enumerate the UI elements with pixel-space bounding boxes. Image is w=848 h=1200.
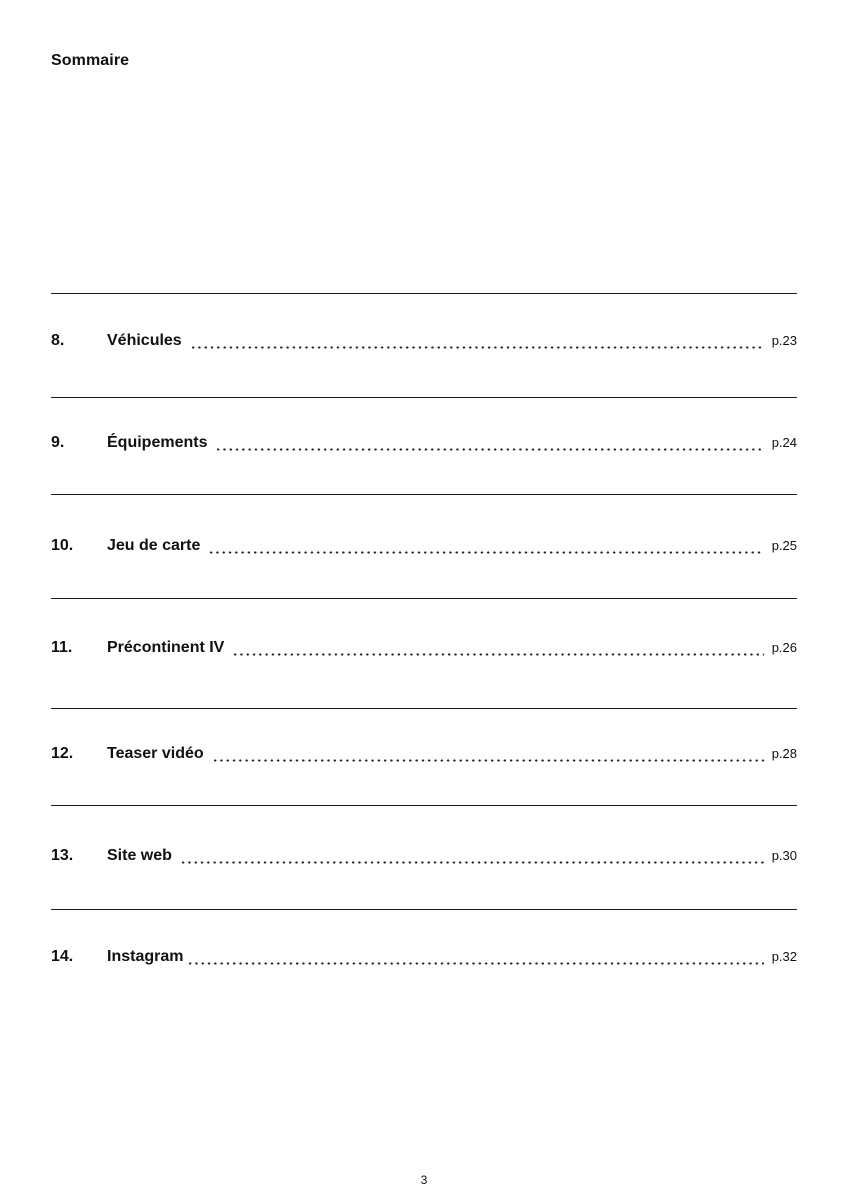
toc-entry-number: 9. (51, 434, 65, 451)
toc-entry-title: Équipements (107, 434, 208, 451)
toc-entry-site-web[interactable] (51, 847, 797, 869)
toc-entry-vehicules[interactable] (51, 332, 797, 354)
dot-leader (180, 861, 764, 864)
toc-entry-page: p.32 (771, 949, 797, 964)
toc-entry-page: p.25 (771, 538, 797, 553)
toc-entry-page: p.23 (771, 333, 797, 348)
toc-entry-page: p.28 (771, 746, 797, 761)
toc-entry-equipements[interactable] (51, 434, 797, 456)
toc-entry-number: 12. (51, 745, 74, 762)
toc-entry-page: p.24 (771, 435, 797, 450)
toc-entry-number: 14. (51, 948, 74, 965)
toc-entry-instagram[interactable] (51, 948, 797, 970)
page-number: 3 (420, 1173, 428, 1187)
toc-entry-number: 10. (51, 537, 74, 554)
toc-entry-jeu-de-carte[interactable] (51, 537, 797, 559)
toc-entry-number: 11. (51, 639, 73, 656)
divider (51, 708, 797, 709)
dot-leader (212, 759, 764, 762)
toc-entry-page: p.30 (771, 848, 797, 863)
dot-leader (187, 962, 763, 965)
toc-entry-title: Jeu de carte (107, 537, 201, 554)
dot-leader (208, 551, 763, 554)
toc-entry-title: Véhicules (107, 332, 182, 349)
divider (51, 909, 797, 910)
divider (51, 293, 797, 294)
toc-entry-title: Site web (107, 847, 172, 864)
toc-entry-title: Teaser vidéo (107, 745, 204, 762)
toc-entry-title: Instagram (107, 948, 184, 965)
divider (51, 805, 797, 806)
divider (51, 598, 797, 599)
divider (51, 397, 797, 398)
dot-leader (232, 653, 763, 656)
dot-leader (190, 346, 764, 349)
toc-entry-title: Précontinent IV (107, 639, 225, 656)
toc-entry-precontinent-iv[interactable] (51, 639, 797, 661)
toc-entry-number: 8. (51, 332, 65, 349)
divider (51, 494, 797, 495)
page-title: Sommaire (51, 52, 130, 69)
toc-entry-teaser-video[interactable] (51, 745, 797, 767)
dot-leader (215, 448, 763, 451)
toc-entry-number: 13. (51, 847, 74, 864)
toc-entry-page: p.26 (771, 640, 797, 655)
